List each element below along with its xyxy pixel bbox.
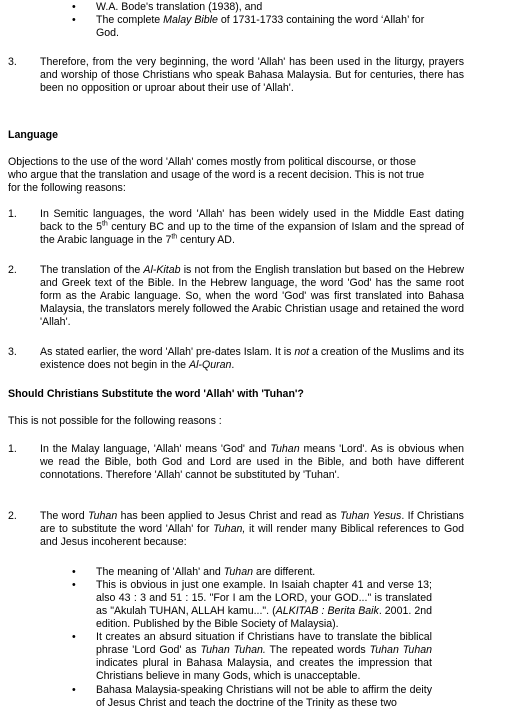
heading-substitute: Should Christians Substitute the word 'Allah' with 'Tuhan'?	[8, 388, 304, 400]
heading-language: Language	[8, 129, 59, 141]
substitute-item-2: 2. The word Tuhan has been applied to Jesus Christ and read as Tuhan Yesus. If Christians are to substitute the word 'Allah' for Tuhan, it will render many Biblical references to God and Jesus incoherent because:	[8, 510, 464, 548]
intro-item-3: 3. Therefore, from the very beginning, the word 'Allah' has been used in the liturgy, prayers and worship of those Christians who speak Bahasa Malaysia. But for centuries, there has been no opposition or uproar about their use of 'Allah'.	[8, 56, 464, 94]
bullet-bode-translation: • W.A. Bode's translation (1938), and	[8, 1, 520, 14]
language-item-1: 1. In Semitic languages, the word 'Allah' has been widely used in the Middle East dating back to the 5th century BC and up to the time of the expansion of Islam and the spread of the Arabic language in the 7th century AD.	[8, 208, 464, 246]
substitute-intro: This is not possible for the following reasons :	[8, 415, 222, 427]
substitute-item-1: 1. In the Malay language, 'Allah' means 'God' and Tuhan means 'Lord'. As is obvious when we read the Bible, both God and Lord are used in the Bible, and both have different connotations. Therefore 'Allah' cannot be substituted by 'Tuhan'.	[8, 443, 464, 481]
sub-bullet-tuhan-tuhan: • It creates an absurd situation if Christians have to translate the biblical phrase 'Lord God' as Tuhan Tuhan. The repeated words Tuhan Tuhan indicates plural in Bahasa Malaysia, and creates the impression that Christians believe in many Gods, which is unacceptable.	[8, 631, 432, 683]
language-item-3: 3. As stated earlier, the word 'Allah' pre-dates Islam. It is not a creation of the Muslims and its existence does not begin in the Al-Quran.	[8, 346, 464, 371]
sub-bullet-trinity: • Bahasa Malaysia-speaking Christians will not be able to affirm the deity of Jesus Christ and teach the doctrine of the Trinity as these two	[8, 684, 432, 710]
sub-bullet-meaning: • The meaning of 'Allah' and Tuhan are different.	[8, 566, 432, 579]
malay-bible-text: The complete Malay Bible of 1731-1733 containing the word ‘Allah’ for God.	[96, 14, 425, 39]
sub-bullet-isaiah: • This is obvious in just one example. In Isaiah chapter 41 and verse 13; also 43 : 3 and 51 : 15. "For I am the LORD, your GOD..." is translated as "Akulah TUHAN, ALLAH kamu...". (ALKITAB : Berita Baik. 2001. 2nd edition. Published by the Bible Society of Malaysia).	[8, 579, 432, 631]
bullet-malay-bible	[8, 14, 440, 40]
language-item-2: 2. The translation of the Al-Kitab is not from the English translation but based on the Hebrew and Greek text of the Bible. In the Hebrew language, the word 'God' has the same root form as the Arabic language. So, when the word 'God' was first translated into Bahasa Malaysia, the translators merely followed the Arabic Christian usage and retained the word 'Allah'.	[8, 264, 464, 328]
language-intro: Objections to the use of the word 'Allah' comes mostly from political discourse, or those who argue that the translation and usage of the word is a recent decision. This is not true for the following reasons:	[8, 156, 425, 194]
